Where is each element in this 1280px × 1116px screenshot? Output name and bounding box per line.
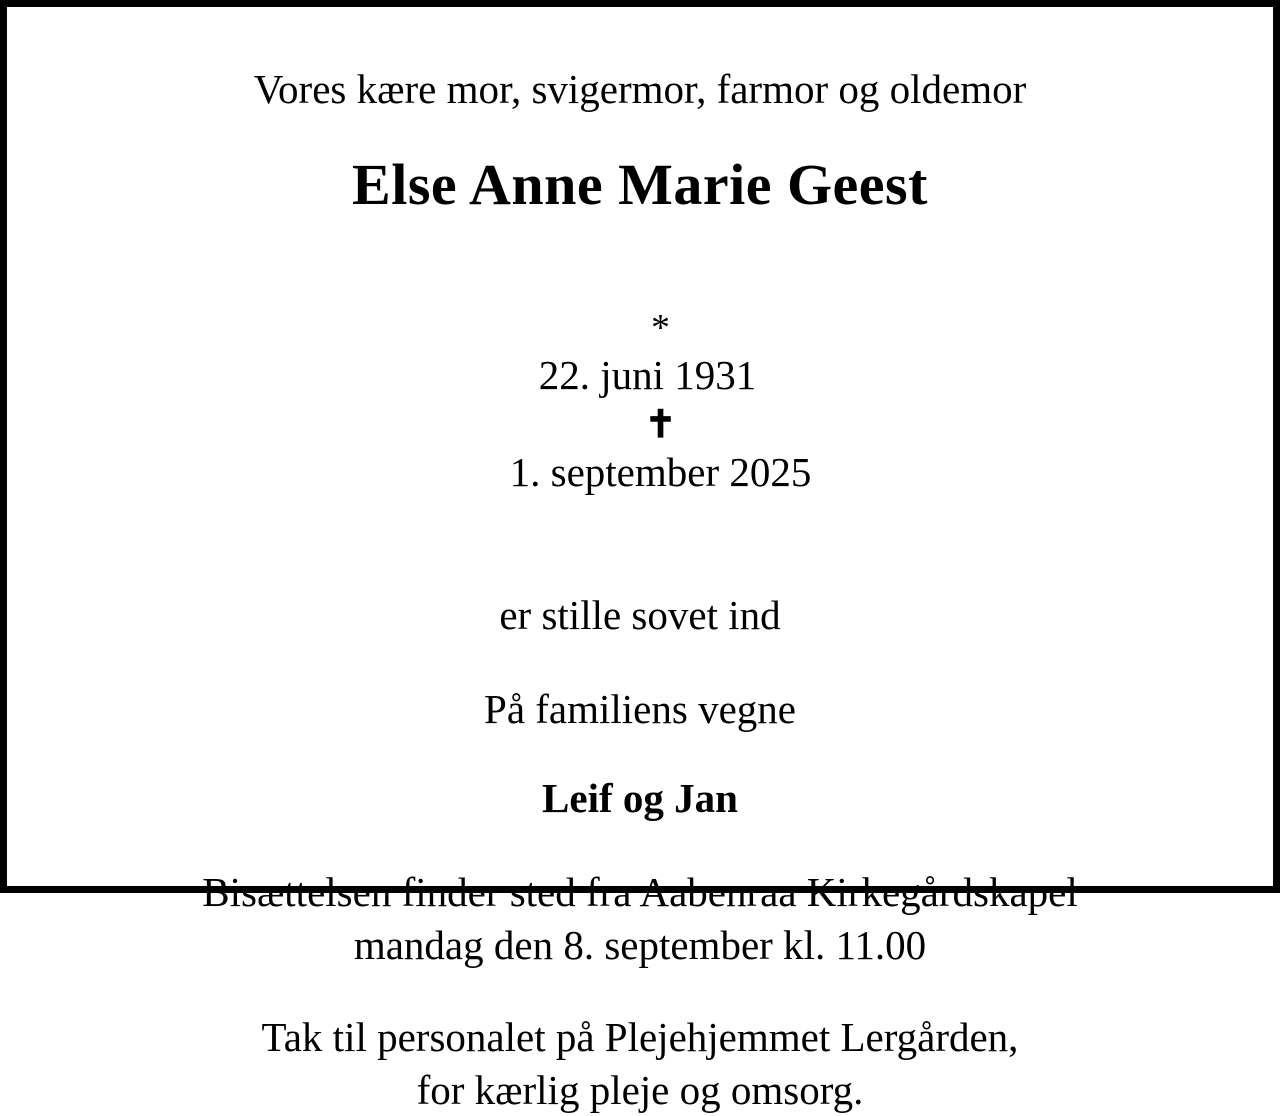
relationship-intro: Vores kære mor, svigermor, farmor og oldemor [253, 66, 1027, 112]
death-date: 1. september 2025 [509, 449, 812, 496]
funeral-time-line: mandag den 8. september kl. 11.00 [353, 921, 927, 968]
thanks-message [67, 1011, 1213, 1116]
thanks-line-2: for kærlig pleje og omsorg. [416, 1066, 864, 1113]
birth-date: 22. juni 1931 [538, 352, 757, 399]
on-behalf-text: På familiens vegne [484, 686, 796, 733]
birth-symbol: * [651, 307, 670, 350]
funeral-details [67, 866, 1213, 971]
death-cross-symbol: ✝ [644, 404, 677, 447]
life-dates [67, 254, 1213, 545]
passing-text: er stille sovet ind [499, 591, 781, 638]
deceased-name: Else Anne Marie Geest [352, 152, 928, 218]
thanks-line-1: Tak til personalet på Plejehjemmet Lergården, [261, 1014, 1019, 1061]
funeral-location-line: Bisættelsen finder sted fra Aabenraa Kirkegårdskapel [202, 869, 1078, 916]
signers-names: Leif og Jan [542, 774, 738, 821]
